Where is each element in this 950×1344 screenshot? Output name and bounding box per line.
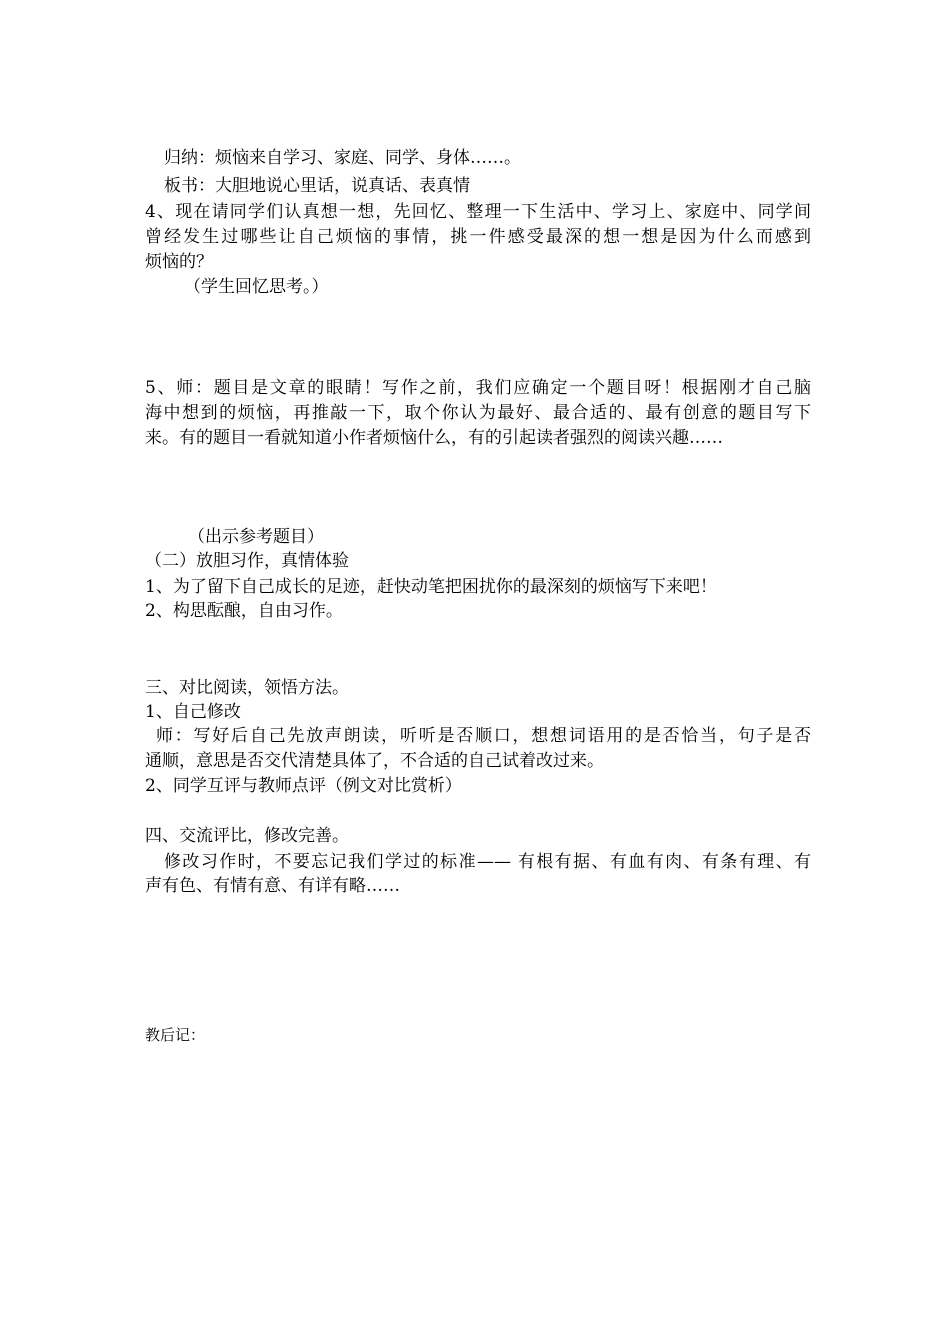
step-5-line-1: 5、师：题目是文章的眼睛！写作之前，我们应确定一个题目呀！根据刚才自己脑 [145, 378, 811, 398]
summary-line: 归纳：烦恼来自学习、家庭、同学、身体……。 [164, 148, 521, 168]
section-3-item-1: 1、自己修改 [145, 702, 241, 722]
step-4-line-3: 烦恼的？ [145, 252, 213, 272]
self-revise-line-1: 师：写好后自己先放声朗读，听听是否顺口，想想词语用的是否恰当，句子是否 [156, 726, 811, 746]
section-2-item-2: 2、构思酝酿，自由习作。 [145, 601, 343, 621]
reference-title-note: （出示参考题目） [188, 527, 324, 547]
section-4-line-2: 声有色、有情有意、有详有略…… [145, 876, 400, 896]
section-3-item-2: 2、同学互评与教师点评（例文对比赏析） [145, 776, 462, 796]
self-revise-line-2: 通顺，意思是否交代清楚具体了，不合适的自己试着改过来。 [145, 751, 604, 771]
step-5-line-3: 来。有的题目一看就知道小作者烦恼什么，有的引起读者强烈的阅读兴趣…… [145, 428, 723, 448]
section-2-item-1: 1、为了留下自己成长的足迹，赶快动笔把困扰你的最深刻的烦恼写下来吧！ [145, 577, 717, 597]
section-2-heading: （二）放胆习作，真情体验 [145, 551, 349, 571]
section-4-heading: 四、交流评比，修改完善。 [145, 826, 349, 846]
step-4-line-1: 4、现在请同学们认真想一想，先回忆、整理一下生活中、学习上、家庭中、同学间 [145, 202, 811, 222]
step-4-line-2: 曾经发生过哪些让自己烦恼的事情，挑一件感受最深的想一想是因为什么而感到 [145, 227, 811, 247]
section-3-heading: 三、对比阅读，领悟方法。 [145, 678, 349, 698]
blackboard-line: 板书：大胆地说心里话，说真话、表真情 [164, 176, 470, 196]
student-think-note: （学生回忆思考。） [184, 277, 329, 297]
post-teaching-notes-label: 教后记： [145, 1026, 206, 1044]
section-4-line-1: 修改习作时，不要忘记我们学过的标准—— 有根有据、有血有肉、有条有理、有 [164, 852, 811, 872]
step-5-line-2: 海中想到的烦恼，再推敲一下，取个你认为最好、最合适的、最有创意的题目写下 [145, 403, 811, 423]
